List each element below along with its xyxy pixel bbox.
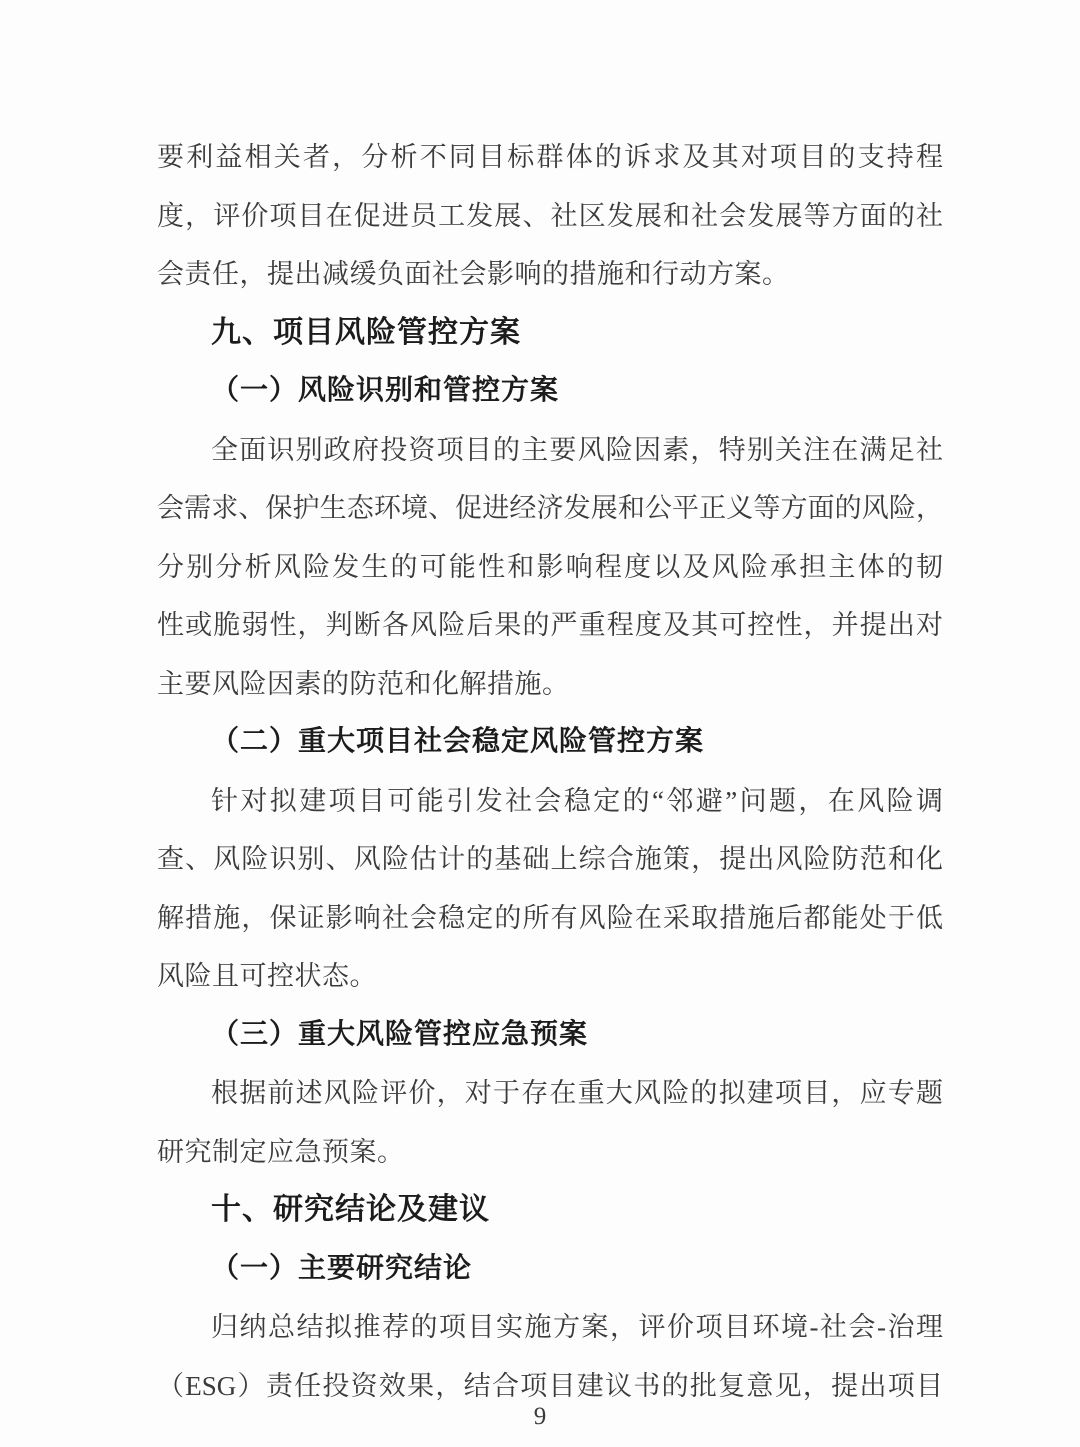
document-content — [157, 128, 943, 1415]
sub-heading: （三）重大风险管控应急预案 — [211, 1018, 589, 1050]
sub-heading: （一）风险识别和管控方案 — [211, 375, 560, 406]
body-text-line: 研究制定应急预案。 — [157, 1136, 405, 1167]
body-text-line: 根据前述风险评价，对于存在重大风险的拟建项目，应专题 — [211, 1078, 943, 1108]
section-heading: 九、项目风险管控方案 — [211, 315, 521, 349]
body-text-line: 主要风险因素的防范和化解措施。 — [157, 668, 570, 699]
body-text-line: 全面识别政府投资项目的主要风险因素，特别关注在满足社 — [211, 434, 943, 465]
body-text-line: 归纳总结拟推荐的项目实施方案，评价项目环境-社会-治理 — [211, 1312, 943, 1342]
body-text-line: 性或脆弱性，判断各风险后果的严重程度及其可控性，并提出对 — [157, 610, 943, 640]
sub-heading: （二）重大项目社会稳定风险管控方案 — [211, 726, 705, 757]
sub-heading: （一）主要研究结论 — [211, 1252, 473, 1284]
body-text-line: 风险且可控状态。 — [157, 961, 377, 991]
body-text-line: 要利益相关者，分析不同目标群体的诉求及其对项目的支持程 — [157, 142, 943, 172]
section-heading: 十、研究结论及建议 — [211, 1193, 490, 1226]
body-text-line: 查、风险识别、风险估计的基础上综合施策，提出风险防范和化 — [157, 844, 943, 874]
body-text-line: （ESG）责任投资效果，结合项目建议书的批复意见，提出项目 — [157, 1370, 943, 1401]
body-text-line: 分别分析风险发生的可能性和影响程度以及风险承担主体的韧 — [157, 551, 943, 582]
body-text-line: 会需求、保护生态环境、促进经济发展和公平正义等方面的风险， — [157, 493, 943, 523]
body-text-line: 解措施，保证影响社会稳定的所有风险在采取措施后都能处于低 — [157, 902, 943, 933]
body-text-line: 会责任，提出减缓负面社会影响的措施和行动方案。 — [157, 259, 790, 289]
page-number: 9 — [533, 1403, 547, 1430]
body-text-line: 针对拟建项目可能引发社会稳定的“邻避”问题，在风险调 — [211, 785, 943, 816]
body-text-line: 度，评价项目在促进员工发展、社区发展和社会发展等方面的社 — [157, 200, 943, 231]
